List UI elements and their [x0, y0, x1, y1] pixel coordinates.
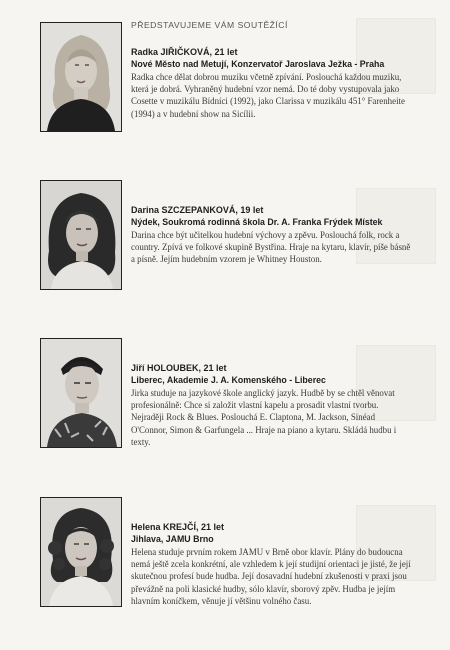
contestant-info — [131, 46, 413, 120]
portrait-blonde-woman — [41, 23, 121, 131]
contestant-bio: Radka chce dělat dobrou muziku včetně zpívání. Poslouchá každou muziku, která je dobrá. Vyhraněný hudební vzor nemá. Do té doby vystupovala jako Cosette v muzikálu Bídníci (1992), jako Clarissa v muzikálu 451° Farenheite (1994) a v hudební show na Sicílii. — [131, 72, 405, 119]
contestant-photo — [40, 180, 122, 290]
contestant-entry — [40, 180, 420, 300]
contestant-place: Nové Město nad Metují, Konzervatoř Jaroslava Ježka - Praha — [131, 59, 385, 69]
contestant-photo — [40, 22, 122, 132]
contestant-photo — [40, 497, 122, 607]
contestant-name: Radka JIŘIČKOVÁ, 21 let — [131, 47, 238, 57]
contestant-bio: Darina chce být učitelkou hudební výchovy a zpěvu. Poslouchá folk, rock a country. Zpívá ve folkové skupině Bystřina. Hraje na kytaru, klavír, píše básně a písně. Jejím hudebním vzorem je Whitney Houston. — [131, 230, 411, 265]
contestant-place: Jihlava, JAMU Brno — [131, 534, 214, 544]
contestant-bio: Jirka studuje na jazykové škole anglický jazyk. Hudbě by se chtěl věnovat profesionálně: Chce si založit vlastní kapelu a prosadit vlastní tvorbu. Nejraději Rock & Blues. Poslouchá E. Claptona, M. Jackson, Sinéad O'Connor, Simon & Garfungela ... Hraje na piano a kytaru. Skládá hudbu i texty. — [131, 388, 397, 447]
contestant-entry — [40, 338, 420, 458]
contestant-entry — [40, 497, 420, 617]
contestant-name: Darina SZCZEPANKOVÁ, 19 let — [131, 205, 264, 215]
portrait-young-man — [41, 339, 121, 447]
contestant-name: Jiří HOLOUBEK, 21 let — [131, 363, 227, 373]
contestant-info — [131, 362, 413, 448]
contestant-place: Nýdek, Soukromá rodinná škola Dr. A. Franka Frýdek Místek — [131, 217, 383, 227]
contestant-place: Liberec, Akademie J. A. Komenského - Liberec — [131, 375, 326, 385]
page-heading: PŘEDSTAVUJEME VÁM SOUTĚŽÍCÍ — [131, 20, 288, 30]
contestant-name: Helena KREJČÍ, 21 let — [131, 522, 225, 532]
contestant-info — [131, 521, 413, 607]
contestant-photo — [40, 338, 122, 448]
contestant-bio: Helena studuje prvním rokem JAMU v Brně obor klavír. Plány do budoucna nemá ještě zcela konkrétní, ale vzhledem k její studijní orientaci je jisté, že její skutečnou profesí bude hudba. Její dosavadní hudební zkušenosti v praxi jsou převážně na poli klasické hudby, sólo klavír, sborový zpěv. Hudba je jejím hlavním koníčkem, věnuje jí většinu volného času. — [131, 547, 411, 606]
contestant-info — [131, 204, 413, 266]
contestant-entry — [40, 22, 420, 142]
portrait-woman-curly-hair — [41, 498, 121, 606]
portrait-dark-haired-woman — [41, 181, 121, 289]
